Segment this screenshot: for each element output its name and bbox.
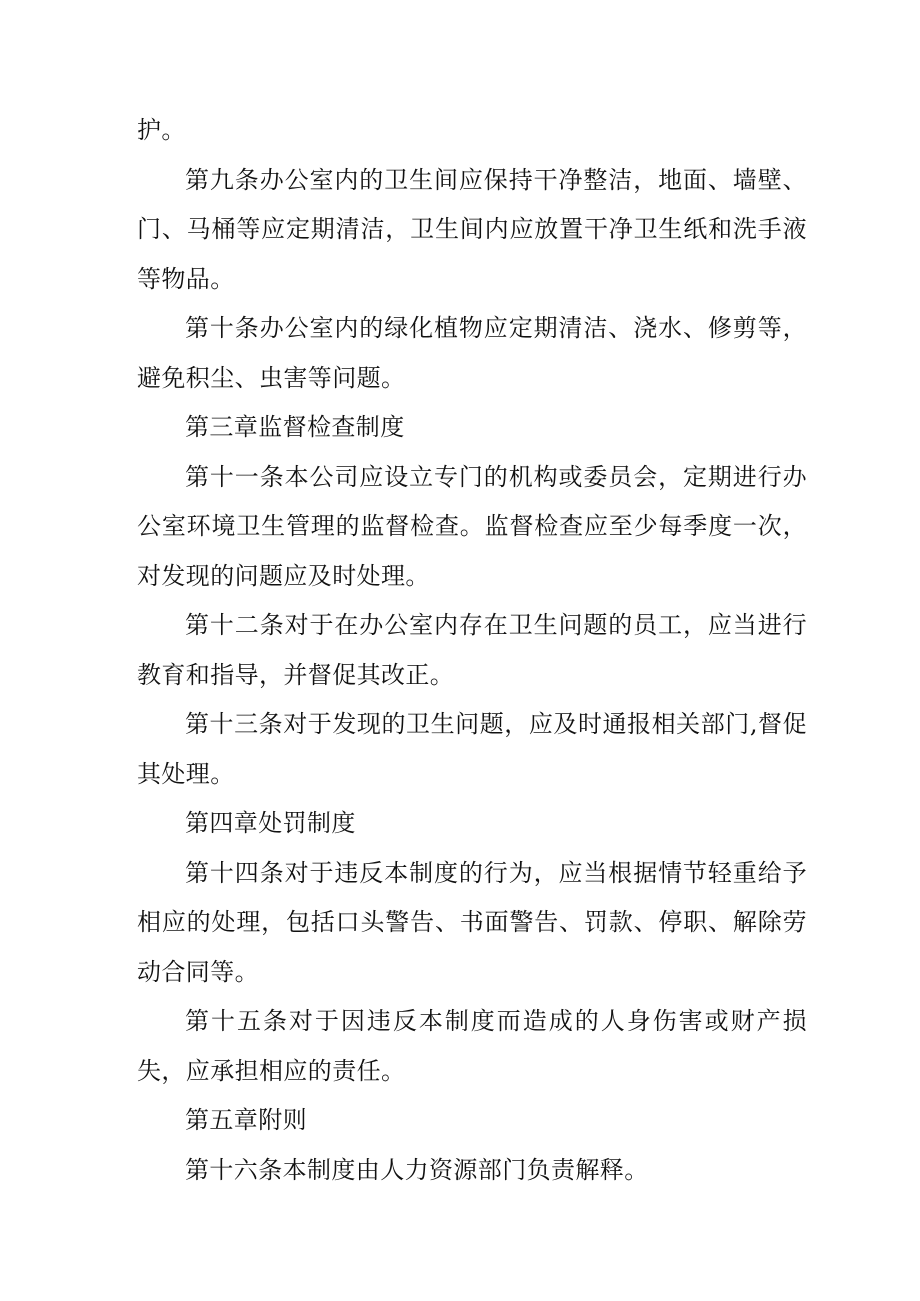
chapter-3-heading: 第三章监督检查制度 xyxy=(185,413,405,441)
article-14: 第十四条对于违反本制度的行为，应当根据情节轻重给予相应的处理，包括口头警告、书面警告、罚款、停职、解除劳动合同等。 xyxy=(137,858,807,986)
paragraph-continuation: 护。 xyxy=(137,116,186,144)
chapter-5-heading: 第五章附则 xyxy=(185,1106,307,1134)
article-12: 第十二条对于在办公室内存在卫生问题的员工，应当进行教育和指导，并督促其改正。 xyxy=(137,611,807,689)
chapter-4-heading: 第四章处罚制度 xyxy=(185,809,356,837)
article-11: 第十一条本公司应设立专门的机构或委员会，定期进行办公室环境卫生管理的监督检查。监督检查应至少每季度一次，对发现的问题应及时处理。 xyxy=(137,462,807,590)
article-10: 第十条办公室内的绿化植物应定期清洁、浇水、修剪等，避免积尘、虫害等问题。 xyxy=(137,314,807,392)
article-15: 第十五条对于因违反本制度而造成的人身伤害或财产损失，应承担相应的责任。 xyxy=(137,1007,807,1085)
article-16: 第十六条本制度由人力资源部门负责解释。 xyxy=(185,1155,649,1184)
document-page xyxy=(137,106,807,1195)
article-13: 第十三条对于发现的卫生问题，应及时通报相关部门,督促其处理。 xyxy=(137,710,807,788)
article-9: 第九条办公室内的卫生间应保持干净整洁，地面、墙壁、门、马桶等应定期清洁，卫生间内应放置干净卫生纸和洗手液等物品。 xyxy=(137,165,807,293)
